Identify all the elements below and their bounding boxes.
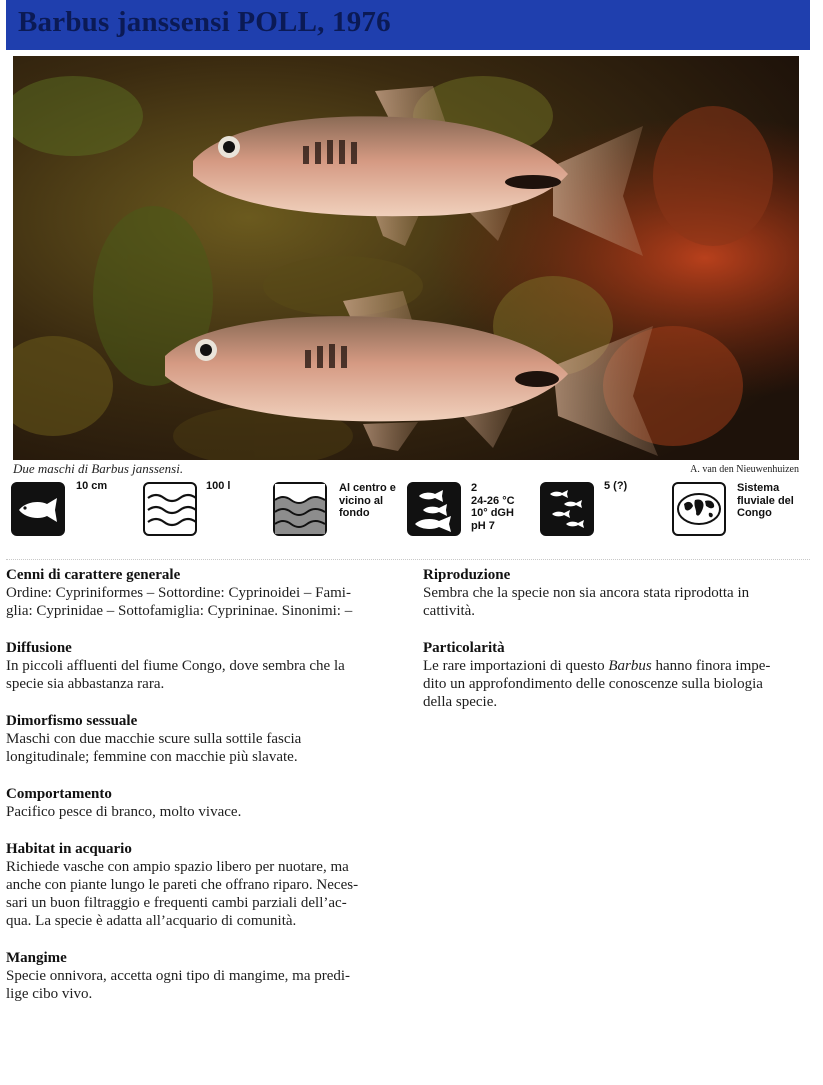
- tank-volume-label: 100 l: [206, 480, 231, 492]
- section-heading: Mangime: [6, 950, 67, 966]
- title-bar: [6, 0, 810, 50]
- tank-volume-icon: [143, 482, 197, 536]
- section-food: [6, 949, 394, 1003]
- section-dimorphism: [6, 712, 394, 766]
- fish-photo: [13, 56, 799, 460]
- section-heading: Dimorfismo sessuale: [6, 713, 138, 729]
- fish-size-label: 10 cm: [76, 480, 108, 492]
- difficulty-label: 5 (?): [604, 480, 628, 492]
- section-general: [6, 566, 394, 620]
- section-body: Richiede vasche con ampio spazio libero per nuotare, ma anche con piante lungo le pareti che offrano riparo. Neces- sari un buon filtraggio e frequenti cambi parziali dell’ac- qua. La specie è adatta all’acquario di comunità.: [6, 859, 359, 929]
- section-body: Ordine: Cypriniformes – Sottordine: Cyprinoidei – Fami- glia: Cyprinidae – Sottofamiglia: Cyprininae. Sinonimi: –: [6, 585, 353, 619]
- water-params-label: 2 24-26 °C 10° dGH pH 7: [471, 482, 515, 532]
- section-aquarium-habitat: [6, 840, 394, 930]
- section-behaviour: [6, 785, 394, 821]
- section-body: Sembra che la specie non sia ancora stata riprodotta in cattività.: [423, 585, 750, 619]
- section-heading: Comportamento: [6, 786, 112, 802]
- section-peculiarities: [423, 639, 811, 711]
- globe-icon: [672, 482, 726, 536]
- left-column: [6, 566, 394, 1022]
- swim-zone-label: Al centro e vicino al fondo: [339, 482, 396, 519]
- water-params-icon: [407, 482, 461, 536]
- section-heading: Cenni di carattere generale: [6, 567, 181, 583]
- section-heading: Diffusione: [6, 640, 72, 656]
- difficulty-icon: [540, 482, 594, 536]
- page-title: Barbus janssensi POLL, 1976: [18, 6, 391, 38]
- section-distribution: [6, 639, 394, 693]
- separator: [6, 559, 810, 560]
- section-reproduction: [423, 566, 811, 620]
- photo-caption: Due maschi di Barbus janssensi.: [13, 461, 184, 476]
- swim-zone-icon: [273, 482, 327, 536]
- section-heading: Riproduzione: [423, 567, 511, 583]
- fish-size-icon: [11, 482, 65, 536]
- section-body: Le rare importazioni di questo Barbus hanno finora impe- dito un approfondimento delle conoscenze sulla biologia della specie.: [423, 658, 771, 710]
- photo-credit: A. van den Nieuwenhuizen: [690, 464, 799, 475]
- section-body: Maschi con due macchie scure sulla sottile fascia longitudinale; femmine con macchie più slavate.: [6, 731, 302, 765]
- section-body: Pacifico pesce di branco, molto vivace.: [6, 804, 242, 820]
- section-heading: Habitat in acquario: [6, 841, 132, 857]
- section-heading: Particolarità: [423, 640, 505, 656]
- section-body: In piccoli affluenti del fiume Congo, dove sembra che la specie sia abbastanza rara.: [6, 658, 345, 692]
- globe-label: Sistema fluviale del Congo: [737, 482, 794, 519]
- right-column: [423, 566, 811, 730]
- fish-photo-illustration: [13, 56, 799, 460]
- section-body: Specie onnivora, accetta ogni tipo di mangime, ma predi- lige cibo vivo.: [6, 968, 351, 1002]
